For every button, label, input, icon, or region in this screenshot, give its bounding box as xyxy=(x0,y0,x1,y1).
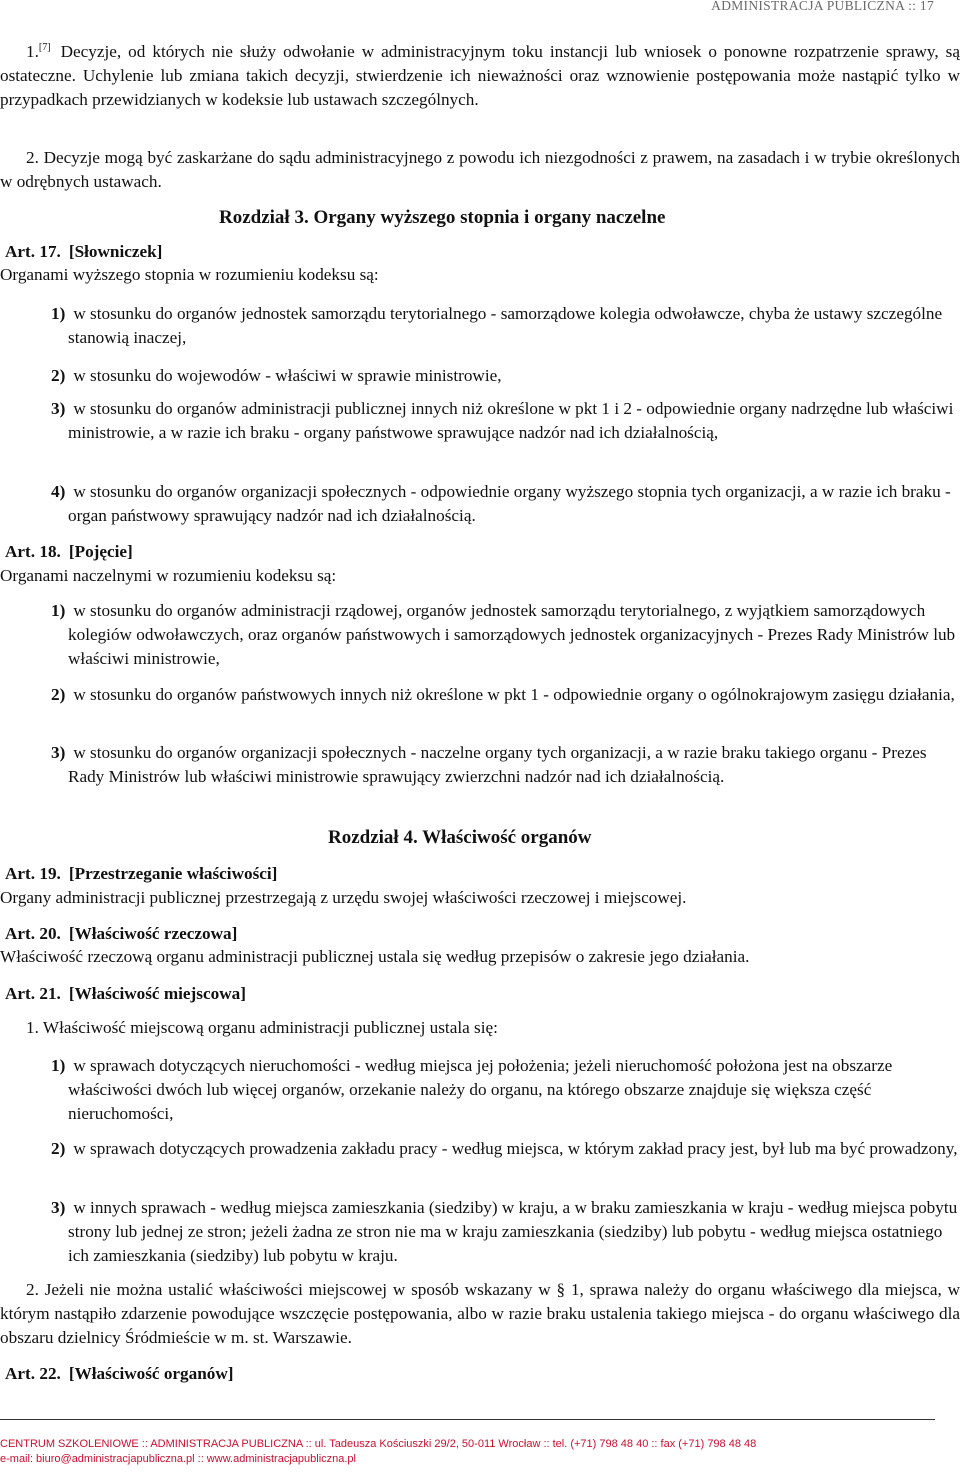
art22-heading: Art. 22. [Właściwość organów] xyxy=(5,1364,234,1383)
list-item: 1) w stosunku do organów administracji rządowej, organów jednostek samorządu terytorialnego, z wyjątkiem samorządowych kolegiów odwoławczych, oraz organów państwowych i samorządowych jednostek organizacyjnych - Prezes Rady Ministrów lub właściwi ministrowie, xyxy=(51,601,956,668)
footer-divider xyxy=(0,1419,935,1420)
art16-paragraph-1: 1.[7] Decyzje, od których nie służy odwołanie w administracyjnym toku instancji lub wniosek o ponowne rozpatrzenie sprawy, są ostateczne. Uchylenie lub zmiana takich decyzji, stwierdzenie ich nieważności oraz wznowienie postępowania może nastąpić tylko w przypadkach przewidzianych w kodeksie lub ustawach szczególnych. xyxy=(0,42,960,109)
chapter-4-title: Rozdział 4. Właściwość organów xyxy=(328,827,592,848)
list-item: 2) w stosunku do organów państwowych innych niż określone w pkt 1 - odpowiednie organy o ogólnokrajowym zasięgu działania, xyxy=(51,685,955,704)
art18-heading: Art. 18. [Pojęcie] xyxy=(5,542,133,561)
footer-contact: e-mail: biuro@administracjapubliczna.pl :: www.administracjapubliczna.pl xyxy=(0,1453,356,1465)
paragraph-number: 1. xyxy=(26,42,39,61)
list-item: 4) w stosunku do organów organizacji społecznych - odpowiednie organy wyższego stopnia tych organizacji, a w razie ich braku - organ państwowy sprawujący nadzór nad ich działalnością. xyxy=(51,482,951,525)
art21-heading: Art. 21. [Właściwość miejscowa] xyxy=(5,984,246,1003)
footer-address: CENTRUM SZKOLENIOWE :: ADMINISTRACJA PUBLICZNA :: ul. Tadeusza Kościuszki 29/2, 50-011 Wrocław :: tel. (+71) 798 48 40 :: fax (+71) 798 48 48 xyxy=(0,1438,757,1450)
list-item: 1) w stosunku do organów jednostek samorządu terytorialnego - samorządowe kolegia odwoławcze, chyba że ustawy szczególne stanowią inaczej, xyxy=(51,304,943,347)
list-item: 3) w stosunku do organów organizacji społecznych - naczelne organy tych organizacji, a w razie braku takiego organu - Prezes Rady Ministrów lub właściwi ministrowie sprawujący zwierzchni nadzór nad ich działalnością. xyxy=(51,743,927,786)
list-item: 2) w sprawach dotyczących prowadzenia zakładu pracy - według miejsca, w którym zakład pracy jest, był lub ma być prowadzony, xyxy=(51,1139,958,1158)
chapter-3-title: Rozdział 3. Organy wyższego stopnia i organy naczelne xyxy=(219,207,666,228)
art17-intro: Organami wyższego stopnia w rozumieniu kodeksu są: xyxy=(0,265,379,284)
footnote-ref: [7] xyxy=(38,42,51,53)
art21-paragraph-2: 2. Jeżeli nie można ustalić właściwości miejscowej w sposób wskazany w § 1, sprawa należy do organu właściwego dla miejsca, w którym nastąpiło zdarzenie powodujące wszczęcie postępowania, albo w razie braku ustalenia takiego miejsca - do organu właściwego dla obszaru dzielnicy Śródmieście w m. st. Warszawie. xyxy=(0,1280,960,1347)
art21-paragraph-1: 1. Właściwość miejscową organu administracji publicznej ustala się: xyxy=(26,1018,498,1037)
list-item: 2) w stosunku do wojewodów - właściwi w sprawie ministrowie, xyxy=(51,366,502,385)
art19-heading: Art. 19. [Przestrzeganie właściwości] xyxy=(5,864,278,883)
art20-heading: Art. 20. [Właściwość rzeczowa] xyxy=(5,924,238,943)
art17-heading: Art. 17. [Słowniczek] xyxy=(5,242,163,261)
list-item: 1) w sprawach dotyczących nieruchomości - według miejsca jej położenia; jeżeli nieruchomość położona jest na obszarze właściwości dwóch lub więcej organów, orzekanie należy do organu, na którego obszarze znajduje się większa część nieruchomości, xyxy=(51,1056,893,1123)
art16-paragraph-2: 2. Decyzje mogą być zaskarżane do sądu administracyjnego z powodu ich niezgodności z prawem, na zasadach i w trybie określonych w odrębnych ustawach. xyxy=(0,148,960,191)
art18-intro: Organami naczelnymi w rozumieniu kodeksu są: xyxy=(0,566,337,585)
running-header: ADMINISTRACJA PUBLICZNA :: 17 xyxy=(711,0,934,13)
art20-text: Właściwość rzeczową organu administracji publicznej ustala się według przepisów o zakresie jego działania. xyxy=(0,947,750,966)
page-footer xyxy=(0,1437,960,1467)
list-item: 3) w stosunku do organów administracji publicznej innych niż określone w pkt 1 i 2 - odpowiednie organy nadrzędne lub właściwi ministrowie, a w razie ich braku - organy państwowe sprawujące nadzór nad ich działalnością, xyxy=(51,399,954,442)
art19-text: Organy administracji publicznej przestrzegają z urzędu swojej właściwości rzeczowej i miejscowej. xyxy=(0,888,687,907)
list-item: 3) w innych sprawach - według miejsca zamieszkania (siedziby) w kraju, a w braku zamieszkania w kraju - według miejsca pobytu strony lub jednej ze stron; jeżeli żadna ze stron nie ma w kraju zamieszkania (siedziby) lub pobytu - według miejsca ostatniego ich zamieszkania (siedziby) lub pobytu w kraju. xyxy=(51,1198,958,1265)
